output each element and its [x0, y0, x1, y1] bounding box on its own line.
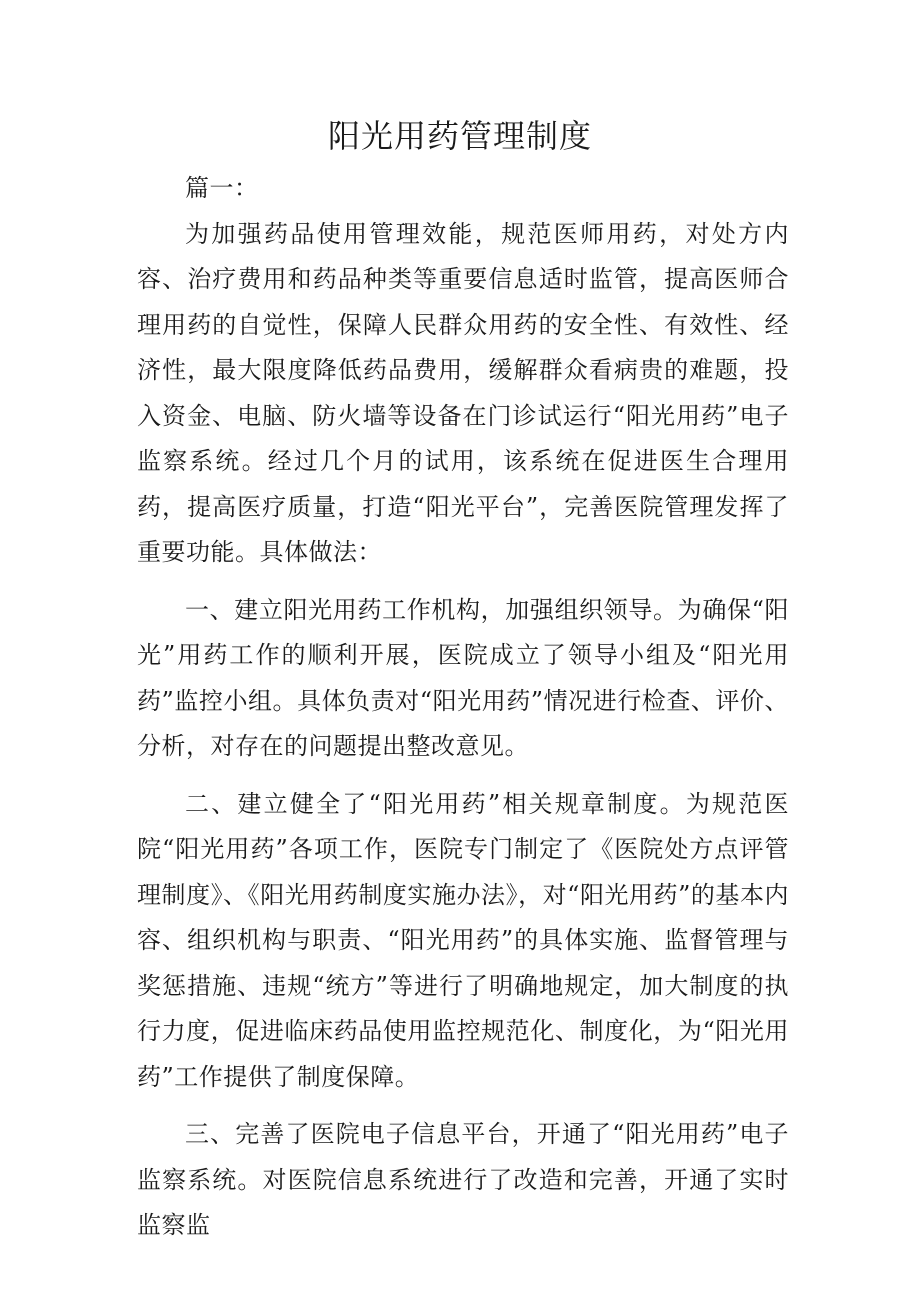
section-heading: 篇一：: [185, 174, 259, 202]
paragraph-intro: 为加强药品使用管理效能，规范医师用药，对处方内容、治疗费用和药品种类等重要信息适时监管，提高医师合理用药的自觉性，保障人民群众用药的安全性、有效性、经济性，最大限度降低药品费用，缓解群众看病贵的难题，投入资金、电脑、防火墙等设备在门诊试运行“阳光用药”电子监察系统。经过几个月的试用，该系统在促进医生合理用药，提高医疗质量，打造“阳光平台”，完善医院管理发挥了重要功能。具体做法：: [137, 219, 789, 566]
document-title: 阳光用药管理制度: [327, 117, 592, 155]
paragraph-item-1: 一、建立阳光用药工作机构，加强组织领导。为确保“阳光”用药工作的顺利开展，医院成立了领导小组及“阳光用药”监控小组。具体负责对“阳光用药”情况进行检查、评价、分析，对存在的问题提出整改意见。: [137, 595, 789, 760]
paragraph-item-3: 三、完善了医院电子信息平台，开通了“阳光用药”电子监察系统。对医院信息系统进行了改造和完善，开通了实时监察监: [137, 1120, 789, 1239]
document-body: [137, 166, 789, 1249]
paragraph-item-2: 二、建立健全了“阳光用药”相关规章制度。为规范医院“阳光用药”各项工作，医院专门制定了《医院处方点评管理制度》、《阳光用药制度实施办法》，对“阳光用药”的基本内容、组织机构与职责、“阳光用药”的具体实施、监督管理与奖惩措施、违规“统方”等进行了明确地规定，加大制度的执行力度，促进临床药品使用监控规范化、制度化，为“阳光用药”工作提供了制度保障。: [137, 789, 789, 1091]
